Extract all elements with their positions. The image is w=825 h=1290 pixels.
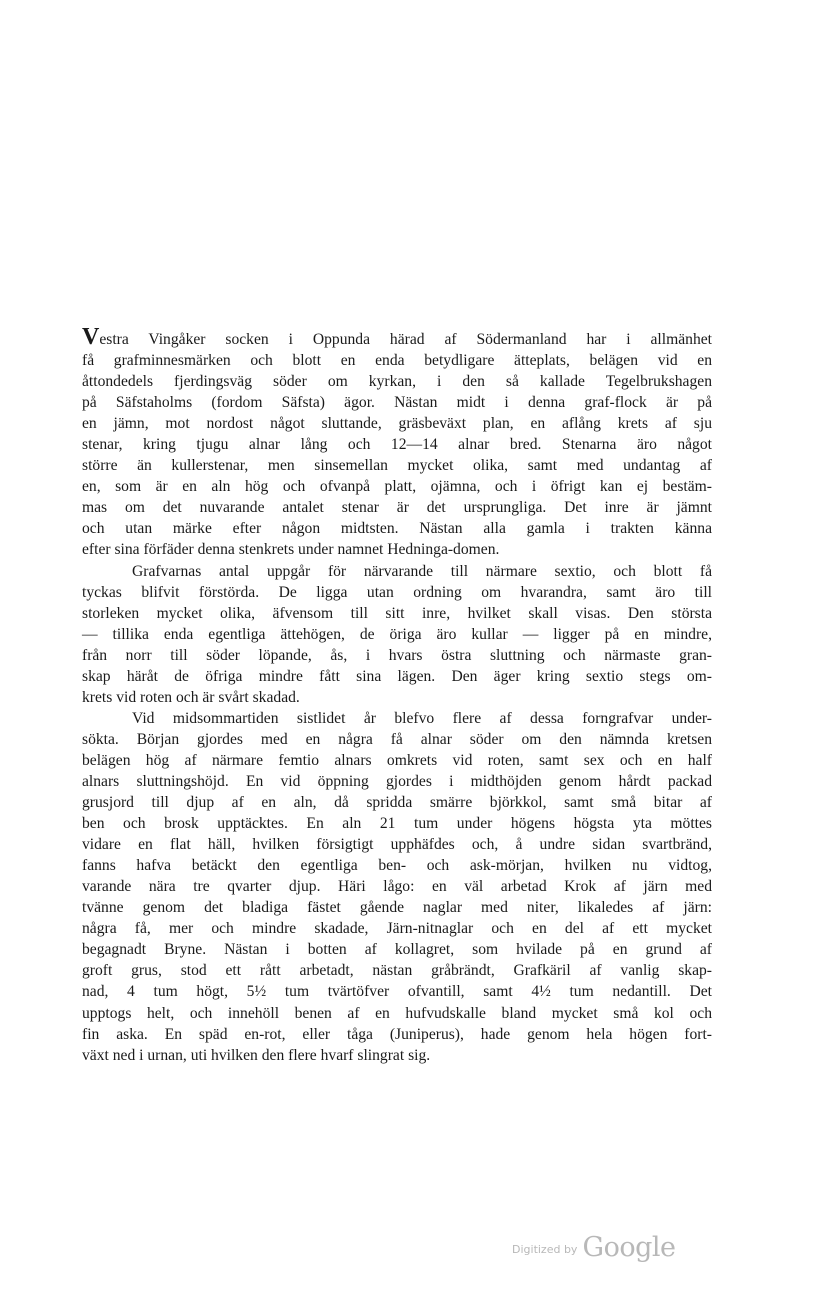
text-line: ben och brosk upptäcktes. En aln 21 tum under högens högsta yta möttes [82,815,712,833]
text-line: efter sina förfäder denna stenkrets under namnet Hedninga-domen. [82,541,500,559]
google-logo: Google [582,1232,676,1263]
text-line: större än kullerstenar, men sinsemellan mycket olika, samt med undantag af [82,457,712,475]
text-line: från norr till söder löpande, ås, i hvars östra sluttning och närmaste gran- [82,646,712,664]
text-line: varande nära tre qvarter djup. Häri lågo: en väl arbetad Krok af järn med [82,878,712,896]
text-line: Vestra Vingåker socken i Oppunda härad af Södermanland har i allmänhet [82,324,712,350]
drop-cap: V [82,324,100,350]
text-line: storleken mycket olika, äfvensom till sitt inre, hvilket skall visas. Den största [82,604,712,622]
text-line: växt ned i urnan, uti hvilken den flere hvarf slingrat sig. [82,1046,431,1064]
text-line: få grafminnesmärken och blott en enda betydligare ätteplats, belägen vid en [82,352,712,370]
text-line: krets vid roten och är svårt skadad. [82,688,300,706]
text-line: grusjord till djup af en aln, då spridda smärre björkkol, samt små bitar af [82,794,712,812]
text-line: vidare en flat häll, hvilken försigtigt upphäfdes och, å undre sidan svartbränd, [82,836,712,854]
text-line: några få, mer och mindre skadade, Järn-nitnaglar och en del af ett mycket [82,920,712,938]
paragraph-2 [82,561,712,708]
text-line: en jämn, mot nordost något sluttande, gräsbeväxt plan, en aflång krets af sju [82,415,712,433]
text-line: groft grus, stod ett rått arbetadt, nästan gråbrändt, Grafkäril af vanlig skap- [82,962,712,980]
text-line: åttondedels fjerdingsväg söder om kyrkan, i den så kallade Tegelbrukshagen [82,373,712,391]
text-line: och utan märke efter någon midtsten. Nästan alla gamla i trakten känna [82,520,712,538]
text-line: mas om det nuvarande antalet stenar är det ursprungliga. Det inre är jämnt [82,499,712,517]
text-line: upptogs helt, och innehöll benen af en hufvudskalle bland mycket små kol och [82,1004,712,1022]
body-text [82,324,712,1066]
digitized-label: Digitized by [512,1243,578,1256]
text-line: Vid midsommartiden sistlidet år blefvo flere af dessa forngrafvar under- [132,709,712,727]
text-line: fanns hafva betäckt den egentliga ben- och ask-mörjan, hvilken nu vidtog, [82,857,712,875]
text-line: på Säfstaholms (fordom Säfsta) ägor. Nästan midt i denna graf-flock är på [82,394,712,412]
text-line: belägen hög af närmare femtio alnars omkrets vid roten, samt sex och en half [82,751,712,769]
text-line: tyckas blifvit förstörda. De ligga utan ordning om hvarandra, samt äro till [82,583,712,601]
text-line: stenar, kring tjugu alnar lång och 12—14 alnar bred. Stenarna äro något [82,436,712,454]
paragraph-1 [82,324,712,561]
text-line: skap häråt de öfriga mindre fått sina lägen. Den äger kring sextio stegs om- [82,667,712,685]
text-line: en, som är en aln hög och ofvanpå platt, ojämna, och i öfrigt kan ej bestäm- [82,478,712,496]
text-line: tvänne genom det bladiga fästet gående naglar med niter, likaledes af järn: [82,899,712,917]
text-line: — tillika enda egentliga ättehögen, de öriga äro kullar — ligger på en mindre, [82,625,712,643]
text-line: alnars sluttningshöjd. En vid öppning gjordes i midthöjden genom hårdt packad [82,772,712,790]
paragraph-3 [82,708,712,1066]
digitized-watermark [512,1232,676,1263]
text-line: begagnadt Bryne. Nästan i botten af kollagret, som hvilade på en grund af [82,941,712,959]
text-line: nad, 4 tum högt, 5½ tum tvärtöfver ofvantill, samt 4½ tum nedantill. Det [82,983,712,1001]
text-line: Grafvarnas antal uppgår för närvarande till närmare sextio, och blott få [132,562,712,580]
text-line: sökta. Början gjordes med en några få alnar söder om den nämnda kretsen [82,730,712,748]
text-line: fin aska. En späd en-rot, eller tåga (Juniperus), hade genom hela högen fort- [82,1025,712,1043]
